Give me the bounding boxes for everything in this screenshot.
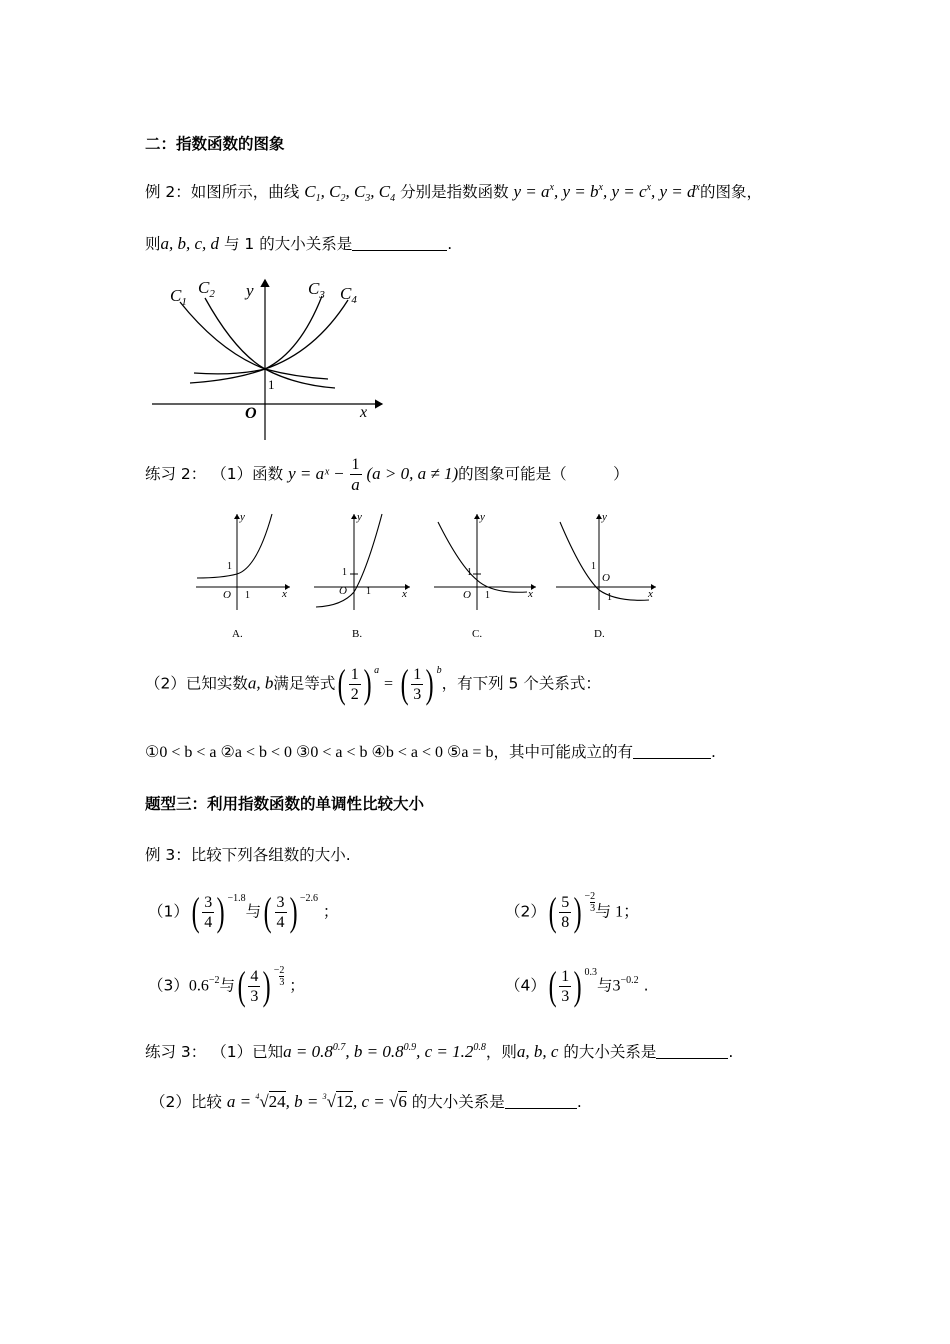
option-c-graph[interactable] [434,511,536,640]
connector: 与 [245,902,262,921]
base: 0.6 [188,977,209,995]
period: . [643,976,649,995]
relations-line [145,740,716,762]
x-label: x [360,404,368,421]
svg-text:x: x [402,588,407,600]
denominator: a [351,475,360,494]
svg-text:O: O [223,589,231,601]
radicals: a = $^4$√24, b = $^3$√12, c = √6 [226,1092,407,1111]
practice-label: 练习 3： [145,1043,207,1061]
connector: 与 [219,976,236,995]
question-number: （2） [145,674,186,693]
answer-blank[interactable] [505,1094,577,1109]
svg-text:y: y [602,511,607,523]
example-text: 分别是指数函数 [400,183,509,201]
question-text: 满足等式 [273,674,336,693]
equals: = [384,675,394,693]
origin-label: O [245,405,257,422]
period: . [728,1043,734,1061]
question-text: 比较 [190,1093,222,1111]
svg-text:1: 1 [366,586,371,597]
example-3-part-4: （4）( $\frac{1}{3}$ ) $^{0.3}$与$3^{-0.2}$ . [505,963,649,1008]
option-c-caption: C. [472,628,483,640]
exponent: − $\frac{2}{3}$ [273,964,285,988]
option-b-caption: B. [352,628,363,640]
example-label: 例 2： [145,183,191,201]
option-d-graph[interactable] [556,511,656,640]
option-a-caption: A. [232,628,243,640]
svg-text:1: 1 [467,567,472,578]
example-2-line-2 [145,232,452,254]
svg-text:O: O [339,585,347,597]
y-label: y [246,281,254,300]
practice-2-q1 [145,455,629,494]
fraction: $\frac{1}{2}$ [350,665,359,703]
svg-text:x: x [282,588,287,600]
exponent: −1.8 [227,892,246,904]
exponent: 0.3 [584,966,598,978]
svg-text:y: y [357,511,362,523]
example-text: 比较下列各组数的大小. [190,846,351,864]
example-text: 则 [145,235,161,253]
svg-text:x: x [648,588,653,600]
one-label: 1 [268,377,275,392]
fraction: $\frac{1}{3}$ [413,665,422,703]
base: 3 [612,977,621,995]
part-number: （1） [148,902,189,921]
variable-list: a, b, c, d [160,234,220,253]
example-2-line-1 [145,180,762,204]
example-3-part-1: （1）( $\frac{3}{4}$ ) $^{-1.8}$与( $\frac{3}{4}$ ) $^{-2.6}$ ； [148,889,339,934]
curve-names: $C_1$, $C_2$, $C_3$, $C_4$ [304,182,396,204]
curve-c3 [190,296,322,383]
practice-3-q2 [150,1090,582,1112]
question-text: 已知 [252,1043,284,1061]
practice-2-q2: （2）已知实数a, b满足等式( $\frac{1}{2}$ ) $^a$ = ( $\frac{1}{3}$ ) $^b$，有下列 5 个关系式： [145,661,601,706]
curve-c4 [194,300,348,374]
variable-list: a, b [247,673,274,693]
question-text: ，则 [485,1043,517,1061]
answer-blank[interactable] [656,1044,728,1059]
example-3-part-2: （2）( $\frac{5}{8}$ ) − $\frac{2}{3}$ 与 1； [505,889,640,934]
exponent: − $\frac{2}{3}$ [584,890,596,914]
period: . [710,743,716,761]
curve-c1 [180,302,328,379]
exponential-curves-graph [150,272,390,444]
part-number: （3） [148,976,189,995]
example-3-part-3: $(3)0.6^{-2}$与( $\frac{4}{3}$ ) − $\frac{2}{3}$ ； [148,963,305,1008]
punct: ； [289,976,305,995]
label-c4: $C_4$ [340,284,357,306]
relations: ①0 < b < a ②a < b < 0 ③0 < a < b ④b < a < 0 ⑤a = b [145,744,494,761]
example-text: 与 1 的大小关系是 [224,235,353,253]
question-text: 函数 [252,465,284,483]
options-row [192,508,672,652]
question-text: 已知实数 [185,674,248,693]
practice-label: 练习 2： [145,465,207,483]
option-a-graph[interactable] [196,511,290,640]
given-values: $a = 0.8^{0.7}$, $b = 0.8^{0.9}$, $c = 1.2^{0.8}$ [283,1042,486,1061]
label-c1: $C_1$ [170,286,187,308]
question-text: ，有下列 5 个关系式： [441,674,601,693]
exponent: −2.6 [299,892,318,904]
question-text: 的图象可能是（ ） [458,465,629,483]
answer-blank[interactable] [633,744,711,759]
question-text: 与 1； [595,903,640,921]
exponent: −0.2 [620,974,639,986]
svg-text:1: 1 [342,567,347,578]
condition: (a > 0, a ≠ 1) [366,464,459,483]
practice-3-q1 [145,1040,733,1062]
numerator: 1 [351,456,360,473]
period: . [447,235,453,253]
exponent: −2 [208,974,220,986]
svg-text:1: 1 [607,592,612,603]
section-title: 二：指数函数的图象 [145,135,285,153]
punct: ； [322,902,339,921]
period: . [576,1093,582,1111]
example-text: 的图象， [699,183,762,201]
svg-text:O: O [602,572,610,584]
question-number: （1） [211,1043,253,1061]
part-number: （4） [505,976,546,995]
function-expr: y = aˣ − [288,464,345,483]
option-d-caption: D. [594,628,605,640]
connector: 与 [597,976,613,995]
svg-text:y: y [480,511,485,523]
svg-text:1: 1 [485,590,490,601]
question-number: （1） [211,465,253,483]
svg-text:y: y [240,511,245,523]
svg-text:O: O [463,589,471,601]
label-c2: $C_2$ [198,278,215,300]
exponent: b [436,664,442,676]
answer-blank[interactable] [352,236,447,251]
question-text: 的大小关系是 [411,1093,505,1111]
question-number: （2） [150,1093,191,1111]
option-graphs [192,508,672,648]
svg-text:1: 1 [591,561,596,572]
fraction [350,455,362,494]
example-label: 例 3： [145,846,191,864]
option-b-graph[interactable] [314,511,410,640]
exponent: a [374,664,380,676]
svg-text:1: 1 [245,590,250,601]
variable-list: a, b, c [516,1042,559,1061]
example-text: 如图所示，曲线 [190,183,300,201]
label-c3: $C_3$ [308,279,325,301]
part-number: （2） [505,902,546,921]
section-title: 题型三：利用指数函数的单调性比较大小 [145,795,425,813]
svg-text:1: 1 [227,561,232,572]
example-3-intro [145,843,351,865]
question-text: ，其中可能成立的有 [493,743,633,761]
svg-text:x: x [528,588,533,600]
function-list: $y = a^x$, $y = b^x$, $y = c^x$, $y = d^x$ [513,182,700,201]
question-text: 的大小关系是 [563,1043,657,1061]
